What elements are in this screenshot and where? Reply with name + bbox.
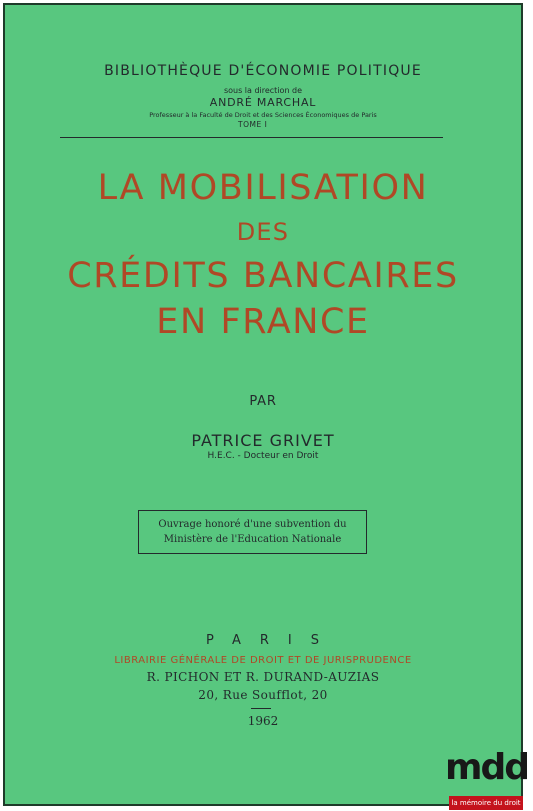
title-line-1: LA MOBILISATION	[97, 168, 429, 208]
series-name: BIBLIOTHÈQUE D'ÉCONOMIE POLITIQUE	[104, 63, 422, 79]
imprint-city: PARIS	[205, 633, 339, 648]
publication-year: 1962	[247, 714, 279, 728]
logo-tagline: la mémoire du droit	[451, 799, 521, 807]
publisher-name: LIBRAIRIE GÉNÉRALE DE DROIT ET DE JURISPRUDENCE	[114, 655, 412, 666]
direction-line: sous la direction de	[223, 86, 303, 95]
mdd-watermark-logo	[445, 747, 529, 810]
header-divider	[60, 137, 443, 138]
grant-notice-box	[138, 510, 367, 554]
publisher-address: 20, Rue Soufflot, 20	[198, 688, 328, 702]
author-name: PATRICE GRIVET	[191, 431, 335, 450]
book-cover	[3, 3, 529, 807]
year-divider	[251, 708, 271, 709]
grant-line-1: Ouvrage honoré d'une subvention du	[158, 519, 347, 530]
title-line-4: EN FRANCE	[156, 302, 370, 342]
series-director: ANDRÉ MARCHAL	[209, 96, 317, 109]
author-credentials: H.E.C. - Docteur en Droit	[207, 451, 319, 461]
volume-number: TOME I	[238, 120, 268, 129]
title-line-3: CRÉDITS BANCAIRES	[67, 256, 459, 296]
publisher-owners: R. PICHON ET R. DURAND-AUZIAS	[146, 670, 380, 684]
title-line-2: DES	[236, 218, 290, 246]
grant-line-2: Ministère de l'Education Nationale	[163, 534, 342, 545]
byline-by: PAR	[249, 394, 277, 409]
logo-mark: mdd	[445, 747, 529, 788]
director-title: Professeur à la Faculté de Droit et des Sciences Économiques de Paris	[149, 111, 377, 119]
